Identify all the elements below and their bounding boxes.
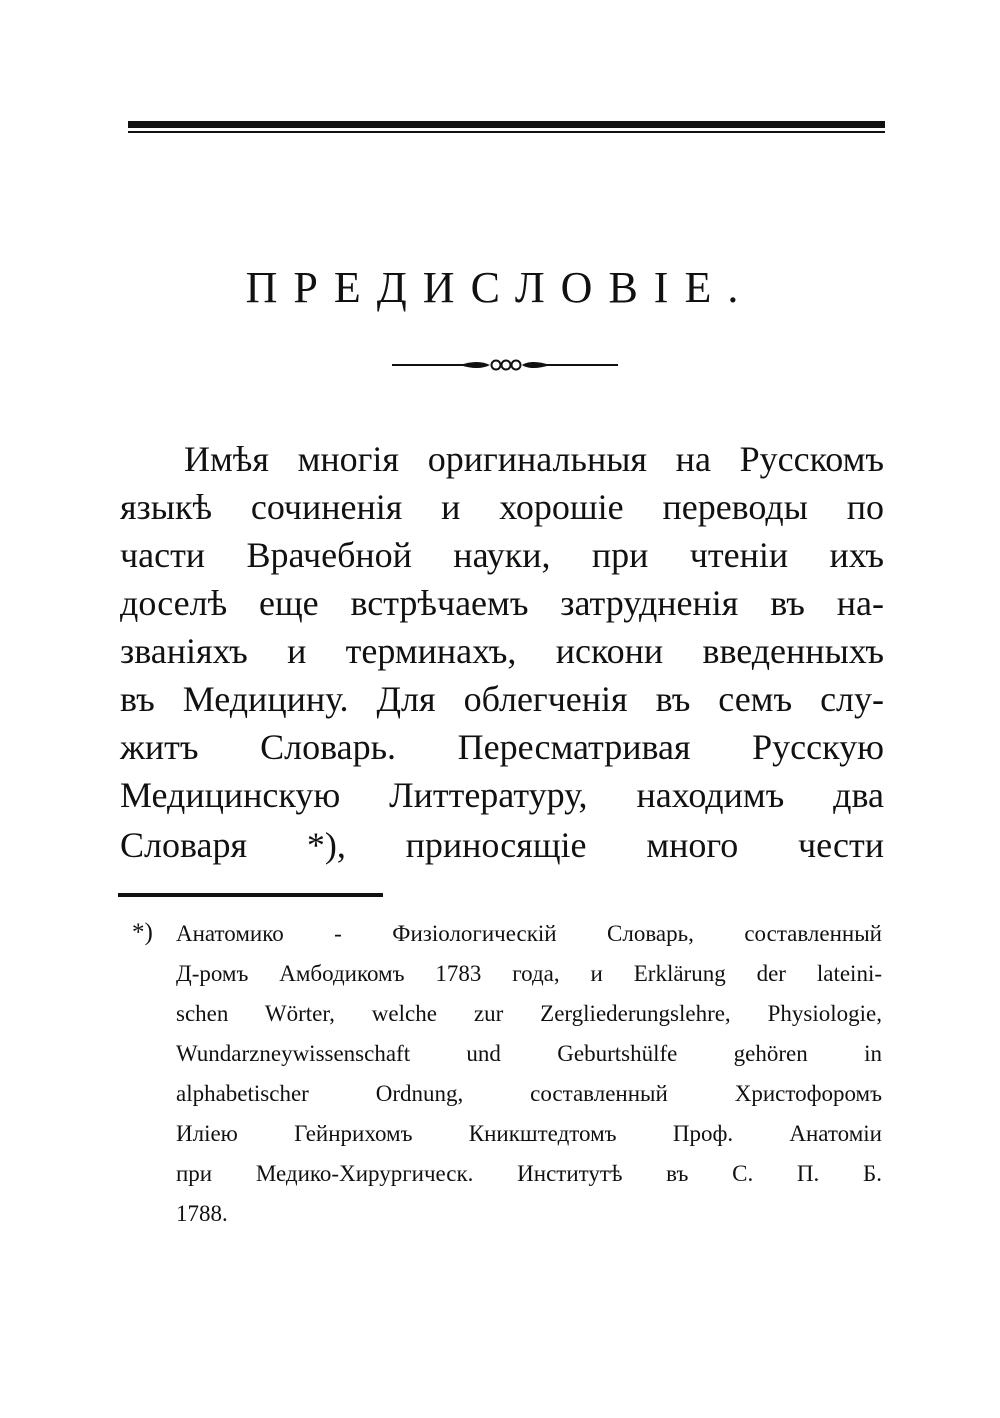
body-line-1: Имѣя многія оригинальныя на Русскомъ bbox=[184, 439, 884, 479]
body-line-5: званіяхъ и терминахъ, искони введенныхъ bbox=[120, 631, 884, 671]
body-line-2: языкѣ сочиненія и хорошіе переводы по bbox=[120, 487, 884, 527]
footnote-marker: *) bbox=[132, 919, 153, 946]
header-rule-thin bbox=[128, 131, 885, 133]
footnote-line-7: при Медико-Хирургическ. Институтѣ въ С. П. Б. bbox=[176, 1161, 882, 1186]
footnote-line-2: Д-ромъ Амбодикомъ 1783 года, и Erklärung der lateini- bbox=[176, 961, 882, 986]
header-rule-thick bbox=[128, 121, 885, 128]
footnote-line-6: Иліею Гейнрихомъ Кникштедтомъ Проф. Анатоміи bbox=[176, 1121, 882, 1146]
body-line-7: житъ Словарь. Пересматривая Русскую bbox=[120, 727, 884, 767]
footnote-line-8: 1788. bbox=[176, 1201, 228, 1226]
page-title: ПРЕДИСЛОВІЕ. bbox=[245, 263, 755, 312]
body-line-4: доселѣ еще встрѣчаемъ затрудненія въ на- bbox=[120, 583, 884, 623]
footnote-line-1: Анатомико - Физіологическій Словарь, составленный bbox=[176, 921, 882, 946]
body-line-6: въ Медицину. Для облегченія въ семъ слу- bbox=[120, 679, 884, 719]
body-line-3: части Врачебной науки, при чтеніи ихъ bbox=[120, 535, 884, 575]
footnote-line-3: schen Wörter, welche zur Zergliederungslehre, Physiologie, bbox=[176, 1001, 882, 1026]
body-line-8: Медицинскую Литтературу, находимъ два bbox=[120, 775, 884, 815]
footnote-line-5: alphabetischer Ordnung, составленный Христофоромъ bbox=[176, 1081, 882, 1106]
footnote-separator bbox=[118, 893, 383, 897]
footnote-line-4: Wundarzneywissenschaft und Geburtshülfe gehören in bbox=[176, 1041, 882, 1066]
ornament-divider bbox=[390, 355, 620, 375]
body-line-9: Словаря *), приносящіе много чести bbox=[120, 825, 884, 865]
